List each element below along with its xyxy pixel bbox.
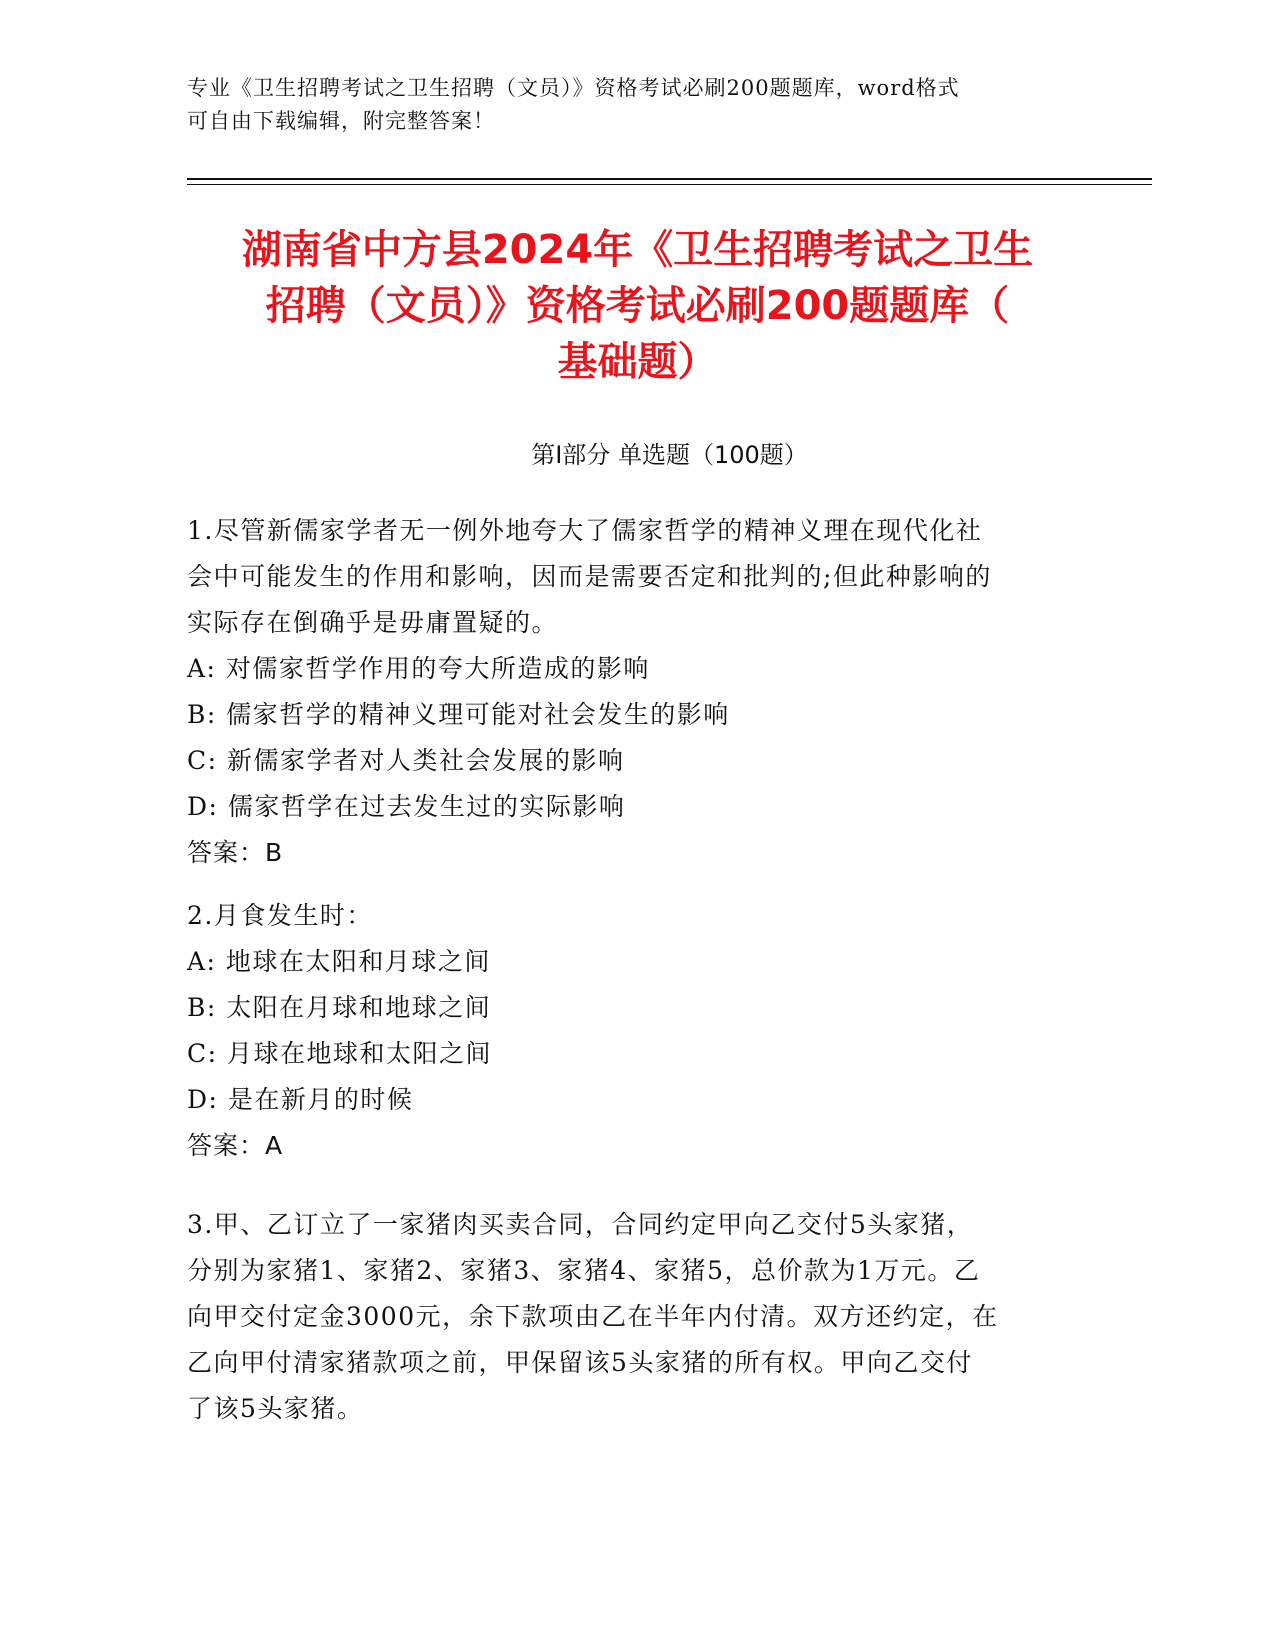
- question-stem-line: 3.甲、乙订立了一家猪肉买卖合同，合同约定甲向乙交付5头家猪，: [187, 1210, 974, 1239]
- title-line: 招聘（文员）》资格考试必刷200题题库（: [265, 283, 1010, 329]
- header-note-line: 专业《卫生招聘考试之卫生招聘（文员）》资格考试必刷200题题库，word格式: [187, 76, 960, 100]
- question-stem-line: 了该5头家猪。: [187, 1394, 364, 1423]
- option-d: D: 儒家哲学在过去发生过的实际影响: [187, 792, 626, 821]
- question-stem-line: 分别为家猪1、家猪2、家猪3、家猪4、家猪5，总价款为1万元。乙: [187, 1256, 981, 1285]
- option-b: B: 太阳在月球和地球之间: [187, 993, 492, 1022]
- question-stem-line: 实际存在倒确乎是毋庸置疑的。: [187, 608, 559, 637]
- option-c: C: 新儒家学者对人类社会发展的影响: [187, 746, 625, 775]
- question-stem-line: 2.月食发生时：: [187, 901, 373, 930]
- option-a: A: 对儒家哲学作用的夸大所造成的影响: [187, 654, 650, 683]
- question-stem-line: 向甲交付定金3000元，余下款项由乙在半年内付清。双方还约定，在: [187, 1302, 999, 1331]
- option-b: B: 儒家哲学的精神义理可能对社会发生的影响: [187, 700, 730, 729]
- question-1: [187, 508, 1077, 876]
- question-stem-line: 会中可能发生的作用和影响，因而是需要否定和批判的;但此种影响的: [187, 562, 992, 591]
- option-a: A: 地球在太阳和月球之间: [187, 947, 491, 976]
- title-line: 基础题）: [557, 339, 718, 385]
- option-d: D: 是在新月的时候: [187, 1085, 414, 1114]
- answer-label: 答案：B: [187, 838, 284, 867]
- section-heading: 第Ⅰ部分 单选题（100题）: [531, 441, 808, 469]
- title-line: 湖南省中方县2024年《卫生招聘考试之卫生: [241, 227, 1034, 273]
- question-3: [187, 1202, 1077, 1432]
- document-title: [130, 222, 1145, 390]
- question-2: [187, 893, 1077, 1169]
- question-stem-line: 乙向甲付清家猪款项之前，甲保留该5头家猪的所有权。甲向乙交付: [187, 1348, 973, 1377]
- header-divider-thin: [187, 184, 1152, 185]
- header-note-line: 可自由下载编辑，附完整答案！: [187, 109, 495, 133]
- answer-label: 答案：A: [187, 1131, 284, 1160]
- option-c: C: 月球在地球和太阳之间: [187, 1039, 492, 1068]
- header-divider-thick: [187, 178, 1152, 180]
- header-note: [187, 72, 1067, 138]
- question-stem-line: 1.尽管新儒家学者无一例外地夸大了儒家哲学的精神义理在现代化社: [187, 516, 983, 545]
